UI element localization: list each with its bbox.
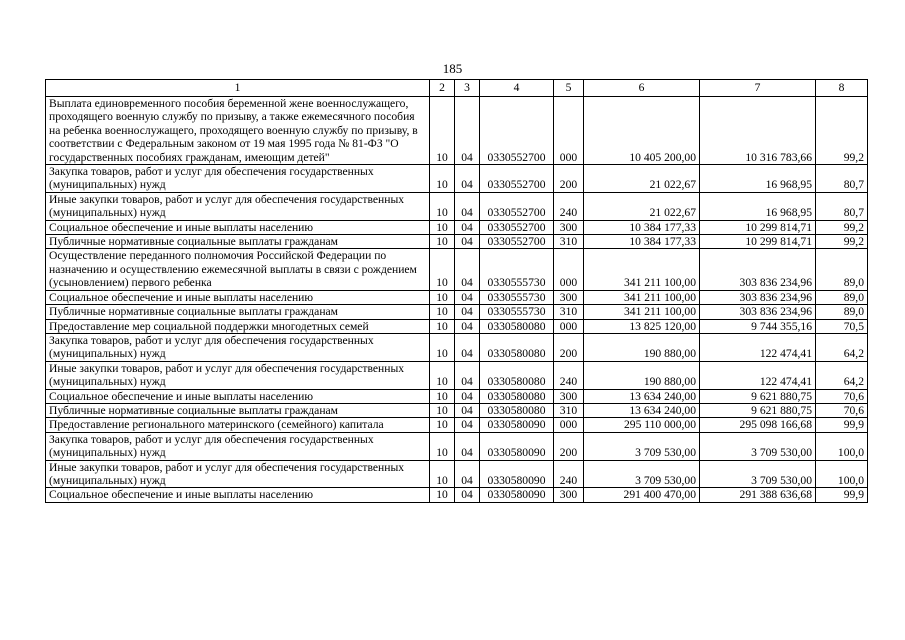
expense-type-code: 000 xyxy=(554,97,584,165)
subsection-code: 04 xyxy=(455,305,480,319)
column-header: 7 xyxy=(700,80,816,97)
execution-percent: 100,0 xyxy=(816,460,868,488)
execution-percent: 99,9 xyxy=(816,488,868,502)
table-row xyxy=(46,249,868,290)
actual-amount: 9 621 880,75 xyxy=(700,389,816,403)
section-code: 10 xyxy=(430,333,455,361)
execution-percent: 70,6 xyxy=(816,403,868,417)
subsection-code: 04 xyxy=(455,432,480,460)
execution-percent: 100,0 xyxy=(816,432,868,460)
expense-type-code: 200 xyxy=(554,165,584,193)
actual-amount: 303 836 234,96 xyxy=(700,290,816,304)
row-name: Иные закупки товаров, работ и услуг для обеспечения государственных (муниципальных) нужд xyxy=(46,460,430,488)
target-item-code: 0330552700 xyxy=(480,97,554,165)
row-name: Публичные нормативные социальные выплаты гражданам xyxy=(46,305,430,319)
execution-percent: 64,2 xyxy=(816,333,868,361)
subsection-code: 04 xyxy=(455,249,480,290)
expense-type-code: 000 xyxy=(554,249,584,290)
execution-percent: 99,9 xyxy=(816,418,868,432)
execution-percent: 89,0 xyxy=(816,249,868,290)
section-code: 10 xyxy=(430,488,455,502)
section-code: 10 xyxy=(430,319,455,333)
table-row xyxy=(46,432,868,460)
expense-type-code: 310 xyxy=(554,305,584,319)
planned-amount: 21 022,67 xyxy=(584,192,700,220)
row-name: Закупка товаров, работ и услуг для обеспечения государственных (муниципальных) нужд xyxy=(46,333,430,361)
target-item-code: 0330580090 xyxy=(480,460,554,488)
row-name: Публичные нормативные социальные выплаты гражданам xyxy=(46,235,430,249)
expense-type-code: 240 xyxy=(554,460,584,488)
actual-amount: 16 968,95 xyxy=(700,165,816,193)
table-row xyxy=(46,418,868,432)
expense-type-code: 200 xyxy=(554,432,584,460)
execution-percent: 70,5 xyxy=(816,319,868,333)
actual-amount: 3 709 530,00 xyxy=(700,432,816,460)
subsection-code: 04 xyxy=(455,165,480,193)
row-name: Социальное обеспечение и иные выплаты населению xyxy=(46,488,430,502)
table-row xyxy=(46,305,868,319)
column-header: 6 xyxy=(584,80,700,97)
planned-amount: 341 211 100,00 xyxy=(584,305,700,319)
actual-amount: 10 316 783,66 xyxy=(700,97,816,165)
expense-type-code: 300 xyxy=(554,290,584,304)
table-row xyxy=(46,361,868,389)
planned-amount: 341 211 100,00 xyxy=(584,290,700,304)
header-row xyxy=(46,80,868,97)
subsection-code: 04 xyxy=(455,460,480,488)
column-header: 1 xyxy=(46,80,430,97)
expense-type-code: 240 xyxy=(554,361,584,389)
target-item-code: 0330580090 xyxy=(480,418,554,432)
subsection-code: 04 xyxy=(455,403,480,417)
section-code: 10 xyxy=(430,220,455,234)
column-header: 3 xyxy=(455,80,480,97)
target-item-code: 0330580080 xyxy=(480,389,554,403)
row-name: Социальное обеспечение и иные выплаты населению xyxy=(46,389,430,403)
planned-amount: 190 880,00 xyxy=(584,333,700,361)
target-item-code: 0330552700 xyxy=(480,192,554,220)
actual-amount: 122 474,41 xyxy=(700,361,816,389)
subsection-code: 04 xyxy=(455,389,480,403)
planned-amount: 21 022,67 xyxy=(584,165,700,193)
row-name: Иные закупки товаров, работ и услуг для обеспечения государственных (муниципальных) нужд xyxy=(46,192,430,220)
planned-amount: 341 211 100,00 xyxy=(584,249,700,290)
expense-type-code: 300 xyxy=(554,488,584,502)
subsection-code: 04 xyxy=(455,97,480,165)
section-code: 10 xyxy=(430,418,455,432)
section-code: 10 xyxy=(430,235,455,249)
expense-type-code: 310 xyxy=(554,235,584,249)
planned-amount: 3 709 530,00 xyxy=(584,432,700,460)
table-row xyxy=(46,290,868,304)
execution-percent: 80,7 xyxy=(816,165,868,193)
target-item-code: 0330580090 xyxy=(480,432,554,460)
execution-percent: 99,2 xyxy=(816,97,868,165)
table-row xyxy=(46,333,868,361)
target-item-code: 0330555730 xyxy=(480,290,554,304)
row-name: Иные закупки товаров, работ и услуг для обеспечения государственных (муниципальных) нужд xyxy=(46,361,430,389)
row-name: Закупка товаров, работ и услуг для обеспечения государственных (муниципальных) нужд xyxy=(46,432,430,460)
target-item-code: 0330580080 xyxy=(480,403,554,417)
actual-amount: 9 621 880,75 xyxy=(700,403,816,417)
table-row xyxy=(46,389,868,403)
execution-percent: 80,7 xyxy=(816,192,868,220)
subsection-code: 04 xyxy=(455,333,480,361)
target-item-code: 0330552700 xyxy=(480,220,554,234)
actual-amount: 10 299 814,71 xyxy=(700,220,816,234)
execution-percent: 89,0 xyxy=(816,290,868,304)
planned-amount: 13 634 240,00 xyxy=(584,403,700,417)
row-name: Выплата единовременного пособия беременной жене военнослужащего, проходящего военную службу по призыву, а также ежемесячного пособия на ребенка военнослужащего, проходящего военную службу по призыву, в соответствии с Федеральным законом от 19 мая 1995 года № 81-ФЗ "О государственных пособиях гражданам, имеющим детей" xyxy=(46,97,430,165)
row-name: Предоставление регионального материнского (семейного) капитала xyxy=(46,418,430,432)
column-header: 5 xyxy=(554,80,584,97)
actual-amount: 122 474,41 xyxy=(700,333,816,361)
subsection-code: 04 xyxy=(455,361,480,389)
column-header: 2 xyxy=(430,80,455,97)
subsection-code: 04 xyxy=(455,290,480,304)
planned-amount: 10 384 177,33 xyxy=(584,235,700,249)
actual-amount: 3 709 530,00 xyxy=(700,460,816,488)
table-row xyxy=(46,165,868,193)
section-code: 10 xyxy=(430,305,455,319)
planned-amount: 190 880,00 xyxy=(584,361,700,389)
expense-type-code: 310 xyxy=(554,403,584,417)
column-header: 4 xyxy=(480,80,554,97)
expense-type-code: 000 xyxy=(554,319,584,333)
execution-percent: 99,2 xyxy=(816,235,868,249)
row-name: Закупка товаров, работ и услуг для обеспечения государственных (муниципальных) нужд xyxy=(46,165,430,193)
subsection-code: 04 xyxy=(455,235,480,249)
target-item-code: 0330580080 xyxy=(480,361,554,389)
planned-amount: 13 634 240,00 xyxy=(584,389,700,403)
actual-amount: 295 098 166,68 xyxy=(700,418,816,432)
row-name: Предоставление мер социальной поддержки многодетных семей xyxy=(46,319,430,333)
expense-type-code: 240 xyxy=(554,192,584,220)
table-row xyxy=(46,192,868,220)
actual-amount: 303 836 234,96 xyxy=(700,249,816,290)
section-code: 10 xyxy=(430,389,455,403)
execution-percent: 99,2 xyxy=(816,220,868,234)
expense-type-code: 300 xyxy=(554,220,584,234)
section-code: 10 xyxy=(430,192,455,220)
execution-percent: 89,0 xyxy=(816,305,868,319)
planned-amount: 295 110 000,00 xyxy=(584,418,700,432)
planned-amount: 10 405 200,00 xyxy=(584,97,700,165)
table-row xyxy=(46,235,868,249)
table-body xyxy=(46,97,868,503)
table-row xyxy=(46,460,868,488)
table-row xyxy=(46,220,868,234)
section-code: 10 xyxy=(430,165,455,193)
section-code: 10 xyxy=(430,249,455,290)
section-code: 10 xyxy=(430,403,455,417)
budget-table xyxy=(45,79,868,503)
subsection-code: 04 xyxy=(455,220,480,234)
row-name: Социальное обеспечение и иные выплаты населению xyxy=(46,220,430,234)
planned-amount: 10 384 177,33 xyxy=(584,220,700,234)
actual-amount: 16 968,95 xyxy=(700,192,816,220)
actual-amount: 10 299 814,71 xyxy=(700,235,816,249)
expense-type-code: 000 xyxy=(554,418,584,432)
table-row xyxy=(46,403,868,417)
expense-type-code: 200 xyxy=(554,333,584,361)
table-row xyxy=(46,488,868,502)
execution-percent: 70,6 xyxy=(816,389,868,403)
actual-amount: 291 388 636,68 xyxy=(700,488,816,502)
target-item-code: 0330555730 xyxy=(480,249,554,290)
planned-amount: 3 709 530,00 xyxy=(584,460,700,488)
actual-amount: 303 836 234,96 xyxy=(700,305,816,319)
table-row xyxy=(46,319,868,333)
execution-percent: 64,2 xyxy=(816,361,868,389)
target-item-code: 0330580080 xyxy=(480,333,554,361)
row-name: Осуществление переданного полномочия Российской Федерации по назначению и осуществлению ежемесячной выплаты в связи с рождением (усыновлением) первого ребенка xyxy=(46,249,430,290)
section-code: 10 xyxy=(430,97,455,165)
subsection-code: 04 xyxy=(455,192,480,220)
subsection-code: 04 xyxy=(455,319,480,333)
row-name: Социальное обеспечение и иные выплаты населению xyxy=(46,290,430,304)
planned-amount: 13 825 120,00 xyxy=(584,319,700,333)
section-code: 10 xyxy=(430,290,455,304)
page-number: 185 xyxy=(442,61,463,76)
target-item-code: 0330555730 xyxy=(480,305,554,319)
target-item-code: 0330552700 xyxy=(480,165,554,193)
expense-type-code: 300 xyxy=(554,389,584,403)
subsection-code: 04 xyxy=(455,488,480,502)
target-item-code: 0330580080 xyxy=(480,319,554,333)
row-name: Публичные нормативные социальные выплаты гражданам xyxy=(46,403,430,417)
planned-amount: 291 400 470,00 xyxy=(584,488,700,502)
target-item-code: 0330552700 xyxy=(480,235,554,249)
actual-amount: 9 744 355,16 xyxy=(700,319,816,333)
column-header: 8 xyxy=(816,80,868,97)
section-code: 10 xyxy=(430,361,455,389)
target-item-code: 0330580090 xyxy=(480,488,554,502)
section-code: 10 xyxy=(430,432,455,460)
section-code: 10 xyxy=(430,460,455,488)
subsection-code: 04 xyxy=(455,418,480,432)
table-row xyxy=(46,97,868,165)
